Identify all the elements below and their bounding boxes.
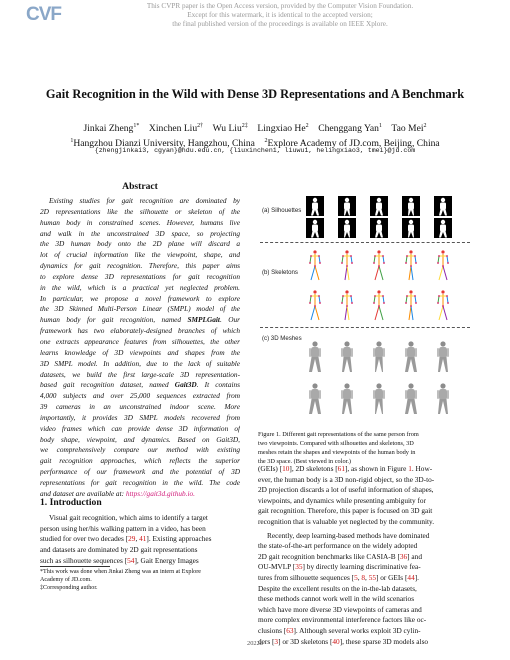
silhouette-images (302, 196, 472, 238)
citation-link[interactable]: 61 (337, 464, 345, 473)
abstract-line: in the wild, which is a practical yet neglected problem. (40, 282, 240, 292)
abstract-line: In particular, we propose a novel framework to explore (40, 293, 240, 303)
page-number: 20228 (247, 640, 263, 647)
affiliations: $^1$Hangzhou Dianzi University, Hangzhou, China $^2$Explore Academy of JD.com, Beijing, China (70, 138, 440, 150)
abstract-line: dynamics for gait recognition. Therefore, this paper aims (40, 261, 240, 271)
figure-divider (260, 242, 470, 243)
abstract-line: representations for gait recognition in the wild. The code (40, 477, 240, 487)
citation-link[interactable]: 8 (361, 572, 366, 582)
abstract-line: 39 cameras in an unconstrained indoor scene. More (40, 402, 240, 412)
abstract-line: we comprehensively compare our method with existing (40, 445, 240, 455)
banner-line: This CVPR paper is the Open Access version, provided by the Computer Vision Foundation. (146, 2, 414, 10)
abstract-line: one extracts appearance features from silhouettes, the other (40, 336, 240, 346)
abstract-line: the 3D human body onto the 2D plane will discard a (40, 239, 240, 249)
figure-1 (258, 196, 472, 426)
figure-reference-link[interactable]: 1 (408, 464, 412, 473)
abstract-line: and dataset are available at: https://gait3d.github.io. (40, 488, 195, 498)
abstract-body (40, 196, 240, 500)
abstract-line: human body in constrained scenes. However, humans live (40, 217, 240, 227)
citation-link[interactable]: 36 (399, 551, 408, 561)
banner-line: the final published version of the proceedings is available on IEEE Xplore. (172, 20, 388, 28)
abstract-line: human body for gait recognition, named SMPLGait. Our (40, 315, 240, 325)
abstract-line: framework has two elaborately-designed branches of which (40, 326, 240, 336)
citation-link[interactable]: 55 (368, 572, 376, 582)
figure-divider (260, 327, 470, 328)
skeleton-images (302, 246, 472, 324)
citation-link[interactable]: 3 (274, 636, 279, 646)
abstract-line: Existing studies for gait recognition are dominated by (49, 196, 240, 205)
cvf-logo: CVF (26, 4, 61, 25)
abstract-line: datasets, we build the first large-scale 3D representation- (40, 369, 240, 379)
abstract-line: 2D representations like the silhouette or skeleton of the (40, 206, 240, 216)
banner-line: Except for this watermark, it is identical to the accepted version; (187, 11, 373, 19)
abstract-line: to explore dense 3D representations for gait recognition (40, 271, 240, 281)
abstract-line: video frames which can provide dense 3D information of (40, 423, 240, 433)
footnotes: *This work was done when Jinkai Zheng was an intern at Explore Academy of JD.com. ‡Corresponding author. (40, 569, 201, 592)
abstract-line: importantly, it provides 3D SMPL models recovered from (40, 412, 240, 422)
abstract-line: gait recognition approaches, which reflects the superior (40, 456, 240, 466)
abstract-line: based gait recognition dataset, named Gait3D. It contains (40, 380, 240, 390)
citation-link[interactable]: 40 (332, 636, 340, 646)
figure-label-skeletons: (b) Skeletons (262, 269, 298, 276)
introduction-text: Visual gait recognition, which aims to identify a target person using her/his walking pattern in a video, has been studied for over two decades [29, 41]. Existing approaches and datasets are dominated by 2D gait representations such as silhouette sequences [54], Gait Energy Images (40, 513, 212, 565)
figure-label-3d-meshes: (c) 3D Meshes (262, 335, 302, 342)
abstract-line: and walk in the unconstrained 3D space, so projecting (40, 228, 240, 238)
author-names: Jinkai Zheng$^{1*}$ Xinchen Liu$^{2\dagger}$ Wu Liu$^{2\ddagger}$ Lingxiao He$^2$ Chenggang Yan$^1$ Tao Mei$^2$ (83, 123, 427, 135)
open-access-banner (110, 2, 450, 29)
abstract-line: body shape, viewpoint, and dynamics. Based on Gait3D, (40, 434, 240, 444)
abstract-line: 3D SMPL model. In addition, due to the lack of suitable (40, 358, 240, 368)
footnote-rule (40, 566, 110, 567)
introduction-text-continued: (GEIs) [10], 2D skeletons [61], as shown in Figure 1. How- ever, the human body is a 3D non-rigid object, so the 3D-to- 2D projection discards a lot of useful information of shapes, viewpoints, and dynamics while presenting ambiguity for gait recognition. Therefore, this paper is focused on 3D gait recognition that is valuable yet neglected by the community. Recently, deep learning-based methods have dominated the state-of-the-art performance on the widely adopted 2D gait recognition benchmarks like CASIA-B [36] and OU-MVLP [35] by directly learning discriminative fea- tures from silhouette sequences [5, 8, 55] or GEIs [44]. Despite the excellent results on the in-the-lab datasets, these methods cannot work well in the wild scenarios which have more diverse 3D viewpoints of cameras and more complex environmental interference factors like oc- clusions [63]. Although several works exploit 3D cylin- ders [3] or 3D skeletons [40], these sparse 3D models also (258, 464, 435, 646)
author-emails: {zhengjinkai3, cgyan}@hdu.edu.cn, {liuxinchen1, liuwu1, helingxiao3, tmei}@jd.com (94, 147, 416, 154)
figure-1-caption: Figure 1. Different gait representations of the same person from two viewpoints. Compared with silhouettes and skeletons, 3D meshes retain the shapes and viewpoints of the human body in the 3D space. (Best viewed in color.) (258, 431, 419, 466)
mesh-images (302, 334, 472, 424)
abstract-heading: Abstract (122, 181, 158, 192)
citation-link[interactable]: 10 (282, 464, 290, 473)
author-block (0, 120, 510, 150)
section-heading-introduction: 1. Introduction (40, 497, 102, 508)
dataset-url-link[interactable]: https://gait3d.github.io. (125, 488, 195, 498)
abstract-line: lot of crucial information like the viewpoint, shape, and (40, 250, 240, 260)
citation-link[interactable]: 54 (127, 555, 135, 565)
citation-link[interactable]: 41 (139, 534, 147, 544)
abstract-line: learns knowledge of 3D viewpoints and shapes from the (40, 347, 240, 357)
figure-label-silhouettes: (a) Silhouettes (262, 207, 302, 214)
citation-link[interactable]: 29 (128, 534, 136, 544)
abstract-line: the 3D Skinned Multi-Person Linear (SMPL) model of the (40, 304, 240, 314)
paper-title: Gait Recognition in the Wild with Dense 3D Representations and A Benchmark (45, 87, 465, 101)
citation-link[interactable]: 5 (354, 572, 358, 582)
citation-link[interactable]: 63 (286, 625, 294, 635)
citation-link[interactable]: 44 (407, 572, 415, 582)
abstract-line: 4,000 subjects and over 25,000 sequences extracted from (40, 391, 240, 401)
citation-link[interactable]: 35 (295, 562, 303, 572)
abstract-line: performance of our framework and the potential of 3D (40, 467, 240, 477)
